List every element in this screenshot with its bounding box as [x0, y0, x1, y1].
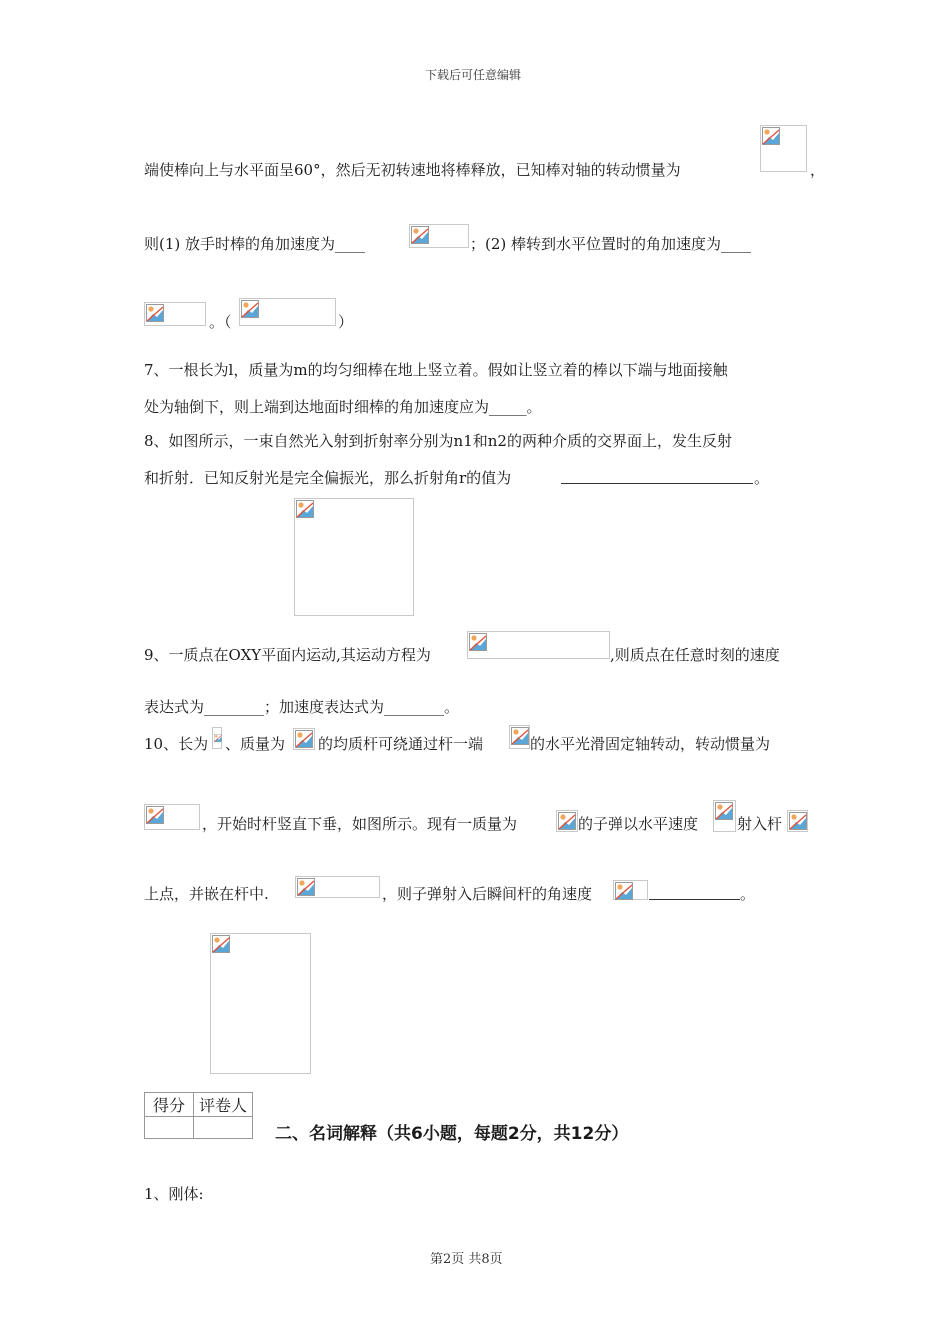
grader-cell — [194, 1117, 253, 1139]
question-8-end: 。 — [754, 469, 770, 487]
broken-image-icon — [295, 730, 313, 748]
text-line-1: 端使棒向上与水平面呈60°，然后无初转速地将棒释放，已知棒对轴的转动惯量为 — [144, 161, 681, 179]
formula-image — [239, 298, 336, 326]
question-10-line-3-end: 。 — [740, 885, 756, 903]
text-line-1-end: ， — [810, 161, 826, 179]
section-title: 二、名词解释（共6小题，每题2分，共12分） — [275, 1124, 629, 1144]
broken-image-icon — [511, 727, 529, 745]
question-10-line-3-text-2: ，则子弹射入后瞬间杆的角速度 — [382, 885, 593, 903]
formula-image — [713, 800, 736, 832]
figure-image — [294, 498, 414, 616]
broken-image-icon — [615, 882, 633, 900]
question-10-text-1: 10、长为 — [144, 735, 209, 753]
score-table — [144, 1092, 253, 1139]
question-10-text-4: 的水平光滑固定轴转动，转动惯量为 — [530, 735, 771, 753]
question-10-line-3-text-1: 上点，并嵌在杆中. — [144, 885, 269, 903]
broken-image-icon — [212, 935, 230, 953]
grader-header: 评卷人 — [194, 1093, 253, 1117]
answer-blank — [561, 469, 753, 488]
answer-blank — [649, 885, 740, 904]
broken-image-icon — [789, 812, 807, 830]
broken-image-icon — [715, 802, 733, 820]
figure-image — [210, 933, 311, 1074]
question-10-line-2-text-1: ，开始时杆竖直下垂，如图所示。现有一质量为 — [202, 815, 518, 833]
question-10-text-2: 、质量为 — [225, 735, 286, 753]
formula-image — [295, 876, 380, 898]
formula-image — [556, 810, 578, 832]
broken-image-icon — [146, 304, 164, 322]
formula-image — [760, 125, 807, 172]
question-9-line-2: 表达式为________；加速度表达式为________。 — [144, 698, 460, 716]
formula-image — [467, 631, 610, 659]
broken-image-icon — [558, 812, 576, 830]
question-8-line-2: 和折射．已知反射光是完全偏振光，那么折射角r的值为 — [144, 469, 512, 487]
score-header: 得分 — [145, 1093, 194, 1117]
formula-image — [787, 810, 808, 832]
question-8-line-1: 8、如图所示，一束自然光入射到折射率分别为n1和n2的两种介质的交界面上，发生反射 — [144, 432, 732, 450]
formula-image — [144, 804, 200, 830]
page-header: 下载后可任意编辑 — [425, 68, 522, 82]
text-line-3a: 。（ — [209, 313, 232, 331]
term-question-1: 1、刚体: — [144, 1185, 204, 1203]
broken-image-icon — [411, 226, 429, 244]
question-7-line-2: 处为轴倒下，则上端到达地面时细棒的角加速度应为_____。 — [144, 398, 542, 416]
broken-image-icon — [296, 500, 314, 518]
broken-image-icon — [214, 729, 222, 747]
question-10-line-2-text-2: 的子弹以水平速度 — [578, 815, 699, 833]
broken-image-icon — [762, 127, 780, 145]
formula-image — [293, 728, 315, 750]
text-line-2a: 则(1) 放手时棒的角加速度为____ — [144, 235, 366, 253]
page-footer: 第2页 共8页 — [430, 1252, 503, 1267]
formula-image — [144, 302, 206, 326]
question-10-line-2-text-3: 射入杆 — [737, 815, 783, 833]
question-9-line-1-end: ,则质点在任意时刻的速度 — [610, 646, 780, 664]
question-10-text-3: 的均质杆可绕通过杆一端 — [318, 735, 484, 753]
formula-image — [409, 224, 469, 248]
broken-image-icon — [469, 633, 487, 651]
score-cell — [145, 1117, 194, 1139]
broken-image-icon — [297, 878, 315, 896]
question-7-line-1: 7、一根长为l，质量为m的均匀细棒在地上竖立着。假如让竖立着的棒以下端与地面接触 — [144, 361, 728, 379]
text-line-3b: ） — [338, 313, 354, 331]
formula-image — [509, 725, 530, 749]
text-line-2b: ；(2) 棒转到水平位置时的角加速度为____ — [470, 235, 752, 253]
formula-image — [212, 727, 222, 749]
broken-image-icon — [241, 300, 259, 318]
formula-image — [613, 880, 648, 900]
question-9-line-1: 9、一质点在OXY平面内运动,其运动方程为 — [144, 646, 431, 664]
broken-image-icon — [146, 806, 164, 824]
